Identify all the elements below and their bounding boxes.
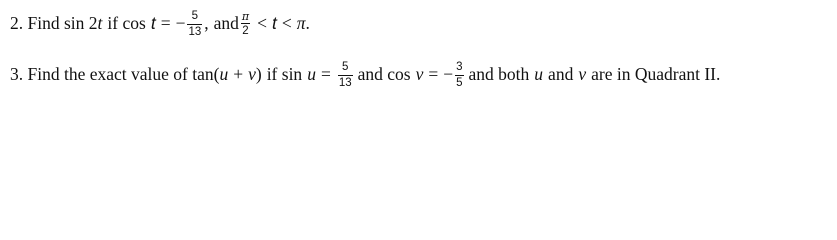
variable-t: t	[97, 13, 103, 34]
less-than-sign: <	[257, 13, 267, 34]
problem-2-lead: 2. Find sin 2	[10, 13, 98, 34]
word-and: and	[548, 64, 574, 85]
variable-u: u	[219, 64, 229, 85]
variable-v: v	[578, 64, 587, 85]
fraction-numerator: 5	[342, 61, 349, 74]
problem-2-if-cos: if cos	[107, 13, 146, 34]
fraction-denominator: 13	[188, 25, 202, 38]
fraction-denominator: 2	[242, 25, 249, 38]
minus-sign: −	[175, 13, 186, 34]
fraction-3-over-5	[455, 61, 463, 88]
equals-sign: =	[320, 64, 331, 85]
variable-v: v	[415, 64, 424, 85]
problem-2	[10, 6, 310, 42]
fraction-denominator: 13	[338, 76, 352, 89]
close-paren: )	[255, 64, 262, 85]
fraction-denominator: 5	[456, 76, 463, 89]
and-cos-text: and cos	[357, 64, 411, 85]
equals-sign: =	[428, 64, 439, 85]
problem-3-tail: are in Quadrant II.	[591, 64, 721, 85]
word-and: and	[213, 13, 239, 34]
fraction-5-over-13	[338, 61, 353, 88]
fraction-numerator: π	[241, 9, 250, 23]
problem-3-if-sin: if sin	[266, 64, 303, 85]
variable-u: u	[534, 64, 544, 85]
variable-v: v	[248, 64, 256, 85]
problem-3-lead: 3. Find the exact value of tan(	[10, 64, 220, 85]
fraction-numerator: 5	[191, 10, 199, 23]
fraction-pi-over-2	[241, 11, 250, 38]
variable-t: t	[150, 13, 156, 34]
fraction-numerator: 3	[456, 61, 463, 74]
less-than-sign: <	[281, 13, 292, 34]
minus-sign: −	[443, 64, 454, 85]
pi-symbol: π	[296, 13, 306, 34]
variable-t: t	[272, 13, 277, 34]
and-both-text: and both	[468, 64, 530, 85]
problem-3	[10, 57, 720, 93]
equals-sign: =	[160, 13, 171, 34]
variable-u: u	[307, 64, 316, 85]
comma: ,	[204, 13, 209, 34]
period: .	[305, 13, 310, 34]
fraction-5-over-13	[187, 10, 202, 37]
plus-sign: +	[233, 64, 244, 85]
